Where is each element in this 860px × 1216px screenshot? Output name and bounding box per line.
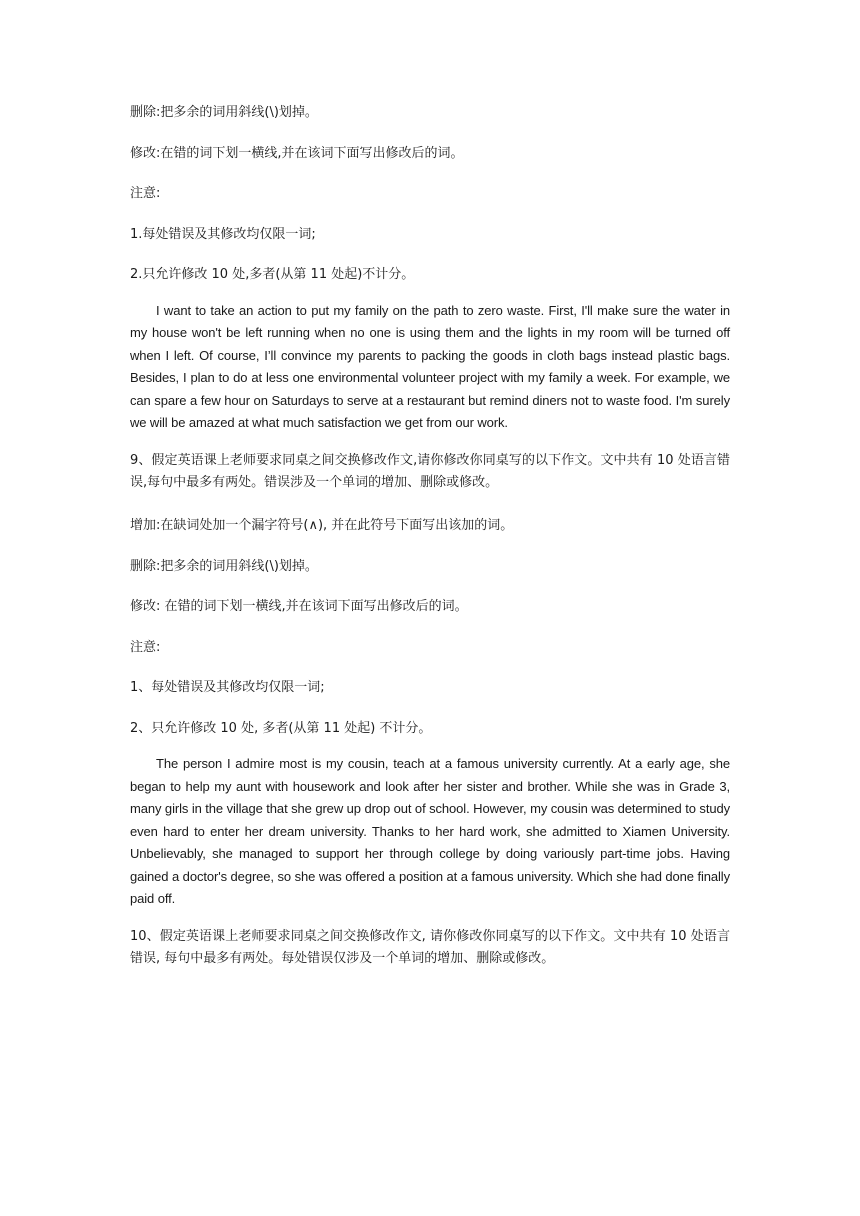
note-item-1: 1.每处错误及其修改均仅限一词; — [130, 226, 316, 242]
note-heading-2: 注意: — [130, 639, 161, 655]
note-item-1-b: 1、每处错误及其修改均仅限一词; — [130, 680, 325, 695]
note-item-2-b: 2、只允许修改 10 处, 多者(从第 11 处起) 不计分。 — [130, 720, 432, 736]
essay-paragraph-cousin: The person I admire most is my cousin, teach at a famous university currently. At a early age, she began to help my aunt with housework and look after her sister and brother. While she was in Grade 3, many girls in the village that she grew up drop out of school. However, my cousin was determined to study even hard to enter her dream university. Thanks to her hard work, she admitted to Xiamen University. Unbelievably, she managed to support her through college by doing variously part-time jobs. Having gained a doctor's degree, so she was offered a position at a famous university. Which she had done finally paid off. — [130, 756, 730, 906]
instruction-add: 增加:在缺词处加一个漏字符号(∧), 并在此符号下面写出该加的词。 — [130, 518, 514, 533]
note-item-2: 2.只允许修改 10 处,多者(从第 11 处起)不计分。 — [130, 267, 415, 282]
question-10-prompt: 10、假定英语课上老师要求同桌之间交换修改作文, 请你修改你同桌写的以下作文。文中共有 10 处语言错误, 每句中最多有两处。每处错误仅涉及一个单词的增加、删除或修改。 — [130, 928, 730, 966]
note-heading: 注意: — [130, 186, 161, 201]
instruction-delete: 删除:把多余的词用斜线(\)划掉。 — [130, 105, 318, 120]
document-page — [130, 104, 730, 993]
instruction-modify: 修改:在错的词下划一横线,并在该词下面写出修改后的词。 — [130, 145, 464, 161]
question-9-prompt: 9、假定英语课上老师要求同桌之间交换修改作文,请你修改你同桌写的以下作文。文中共有 10 处语言错误,每句中最多有两处。错误涉及一个单词的增加、删除或修改。 — [130, 452, 730, 490]
instruction-modify-2: 修改: 在错的词下划一横线,并在该词下面写出修改后的词。 — [130, 599, 468, 614]
essay-paragraph-zero-waste: I want to take an action to put my family on the path to zero waste. First, I'll make sure the water in my house won't be left running when no one is using them and the lights in my room will be turned off when I left. Of course, I’ll convince my parents to packing the goods in cloth bags instead plastic bags. Besides, I plan to do at less one environmental volunteer project with my family a week. For example, we can spare a few hour on Saturdays to serve at a restaurant but remind diners not to waste food. I'm surely we will be amazed at what much satisfaction we get from our work. — [130, 302, 730, 430]
instruction-delete-2: 删除:把多余的词用斜线(\)划掉。 — [130, 558, 318, 574]
